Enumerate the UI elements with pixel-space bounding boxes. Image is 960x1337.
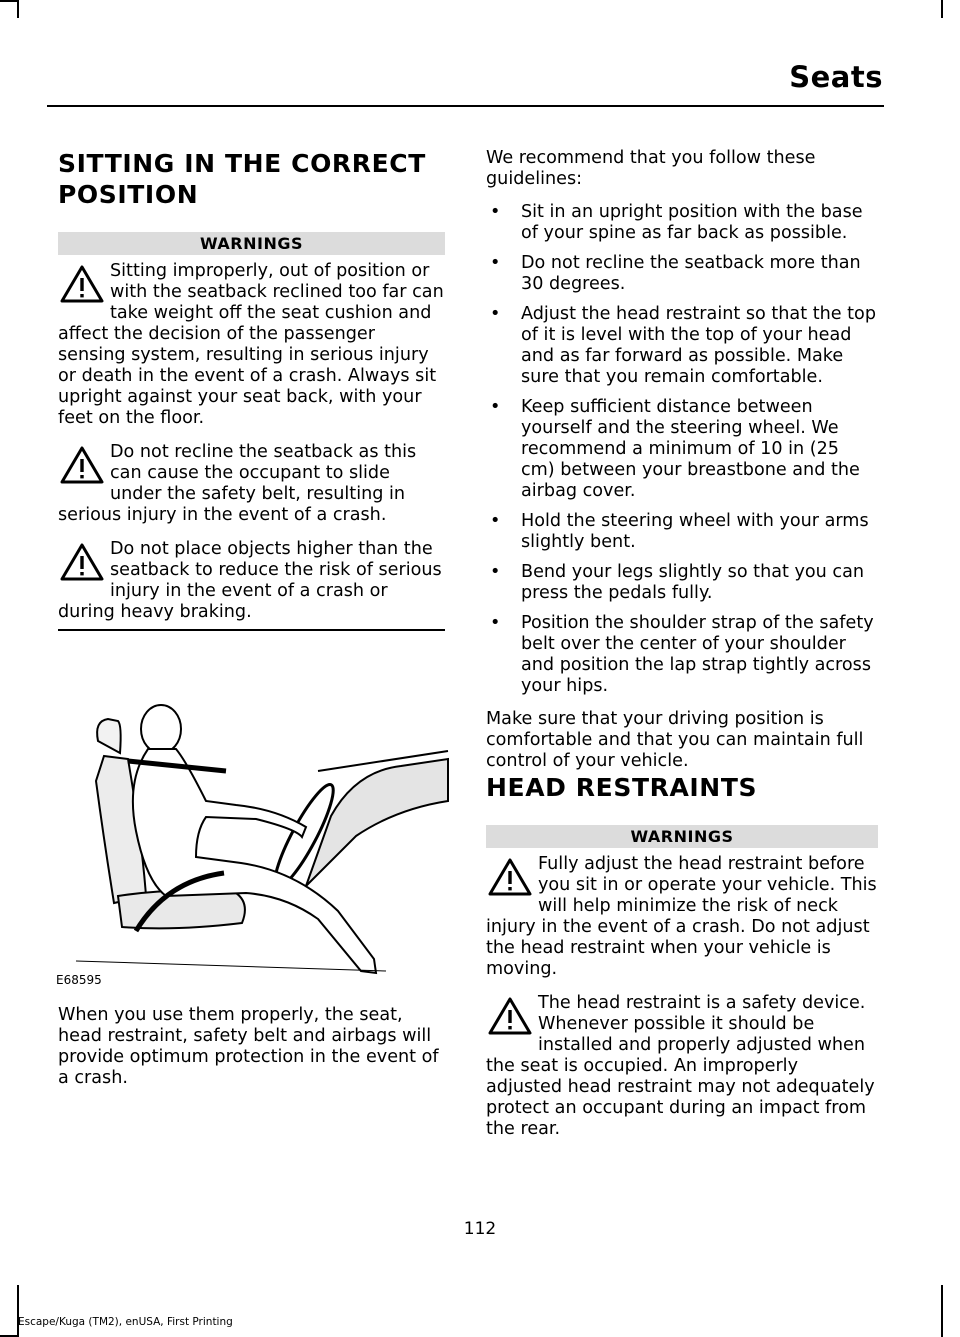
header-rule — [47, 105, 884, 107]
left-column — [58, 148, 445, 1089]
crop-mark — [17, 0, 19, 18]
warning-triangle-icon — [486, 995, 536, 1037]
warning-text: Fully adjust the head restraint before you sit in or operate your vehicle. This will help minimize the risk of neck injury in the event of a crash. Do not adjust the head restraint when your vehicle is moving. — [486, 854, 877, 979]
paragraph-driving-position: Make sure that your driving position is comfortable and that you can maintain full control of your vehicle. — [486, 709, 864, 771]
warnings-end-rule — [58, 629, 445, 631]
seating-position-illustration — [58, 641, 445, 991]
warning-triangle-icon — [58, 541, 108, 583]
warning-text: Sitting improperly, out of position or with the seatback reclined too far can take weight off the seat cushion and affect the decision of the passenger sensing system, resulting in serious injury or death in the event of a crash. Always sit upright against your seat back, with your feet on the floor. — [58, 261, 444, 428]
paragraph-proper-use: When you use them properly, the seat, head restraint, safety belt and airbags will provide optimum protection in the event of a crash. — [58, 1005, 439, 1088]
warning-block — [58, 261, 445, 429]
heading-head-restraints: HEAD RESTRAINTS — [486, 773, 758, 802]
warnings-bar: WARNINGS — [58, 232, 445, 255]
warning-text: Do not place objects higher than the seatback to reduce the risk of serious injury in the event of a crash or during heavy braking. — [58, 539, 442, 622]
list-item: • Adjust the head restraint so that the top of it is level with the top of your head and as far forward as possible. Make sure that you remain comfortable. — [486, 304, 878, 388]
crop-mark — [941, 0, 943, 18]
footer-edition: Escape/Kuga (TM2), enUSA, First Printing — [18, 1316, 233, 1328]
warning-triangle-icon — [486, 856, 536, 898]
crop-mark — [941, 1285, 943, 1337]
warnings-bar: WARNINGS — [486, 825, 878, 848]
heading-sitting-position: SITTING IN THE CORRECT POSITION — [58, 149, 426, 209]
warning-triangle-icon — [58, 444, 108, 486]
guidelines-intro: We recommend that you follow these guidelines: — [486, 148, 816, 189]
guidelines-list — [486, 202, 878, 697]
section-title: Seats — [789, 60, 883, 94]
driver-seating-diagram — [56, 641, 451, 991]
warning-block — [486, 854, 878, 980]
figure-code: E68595 — [56, 973, 102, 987]
right-column — [486, 148, 878, 1153]
list-item: • Hold the steering wheel with your arms slightly bent. — [486, 511, 878, 553]
warning-text: The head restraint is a safety device. Whenever possible it should be installed and properly adjusted when the seat is occupied. An improperly adjusted head restraint may not adequately protect an occupant during an impact from the rear. — [486, 993, 875, 1139]
crop-mark — [17, 1285, 19, 1337]
warning-text: Do not recline the seatback as this can cause the occupant to slide under the safety belt, resulting in serious injury in the event of a crash. — [58, 442, 417, 525]
warning-block — [58, 539, 445, 623]
warning-triangle-icon — [58, 263, 108, 305]
list-item: • Position the shoulder strap of the safety belt over the center of your shoulder and position the lap strap tightly across your hips. — [486, 613, 878, 697]
warning-block — [486, 993, 878, 1140]
list-item: • Sit in an upright position with the base of your spine as far back as possible. — [486, 202, 878, 244]
list-item: • Bend your legs slightly so that you can press the pedals fully. — [486, 562, 878, 604]
page-number: 112 — [463, 1219, 497, 1239]
warning-block — [58, 442, 445, 526]
crop-mark — [0, 0, 18, 2]
list-item: • Do not recline the seatback more than 30 degrees. — [486, 253, 878, 295]
list-item: • Keep sufficient distance between yourself and the steering wheel. We recommend a minimum of 10 in (25 cm) between your breastbone and the airbag cover. — [486, 397, 878, 502]
